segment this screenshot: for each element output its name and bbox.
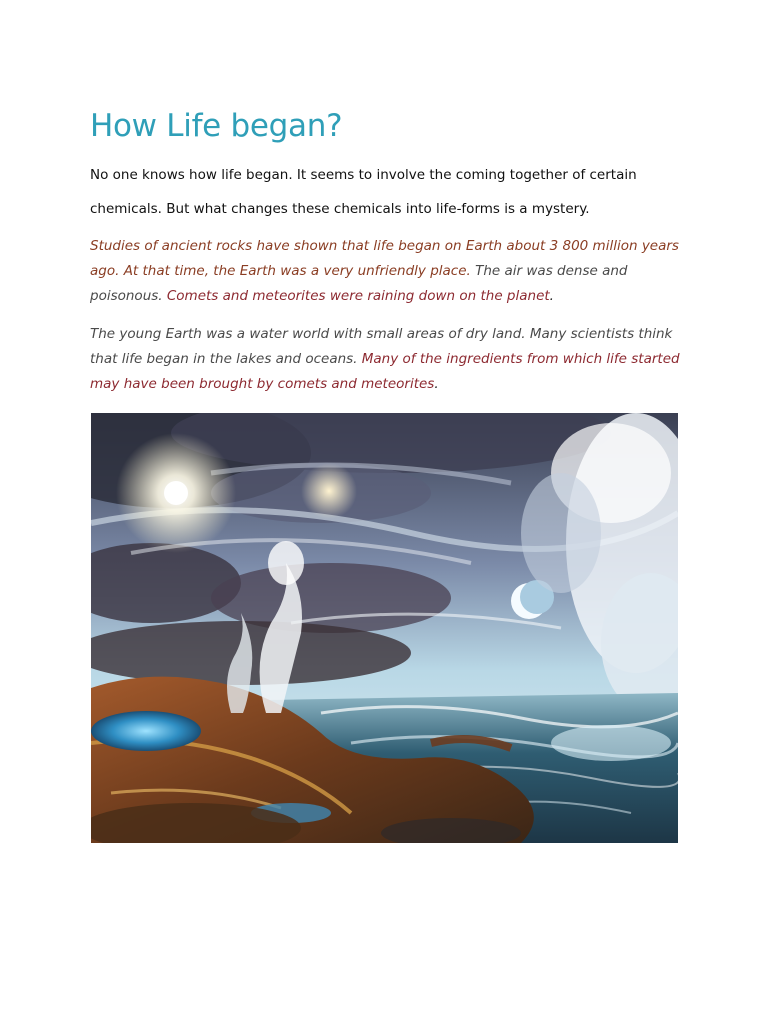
text-comets-raining: Comets and meteorites were raining down on the planet xyxy=(162,288,550,304)
text-ancient-rocks: Studies of ancient rocks have shown that life began on Earth about 3 800 million years ago. xyxy=(90,238,679,279)
text-water-world: The young Earth was a water world with small areas of dry land. Many scientists think that life began in the lakes and oceans. xyxy=(90,326,673,367)
intro-paragraph: No one knows how life began. It seems to involve the coming together of certain chemicals. But what changes these chemicals into life-forms is a mystery. xyxy=(90,167,637,217)
text-period: . xyxy=(549,288,554,304)
text-period: . xyxy=(434,376,439,392)
paragraph-early-earth xyxy=(90,234,690,309)
early-earth-illustration xyxy=(91,413,678,843)
text-unfriendly-place: At that time, the Earth was a very unfriendly place. xyxy=(119,263,471,279)
text-ingredients: Many of the ingredients from which life started may have been brought by comets and meteorites xyxy=(90,351,680,392)
text-dense-air: The air was dense and poisonous. xyxy=(90,263,628,304)
early-earth-painting xyxy=(91,413,678,843)
paragraph-water-world xyxy=(90,322,690,397)
page-title: How Life began? xyxy=(90,108,343,144)
